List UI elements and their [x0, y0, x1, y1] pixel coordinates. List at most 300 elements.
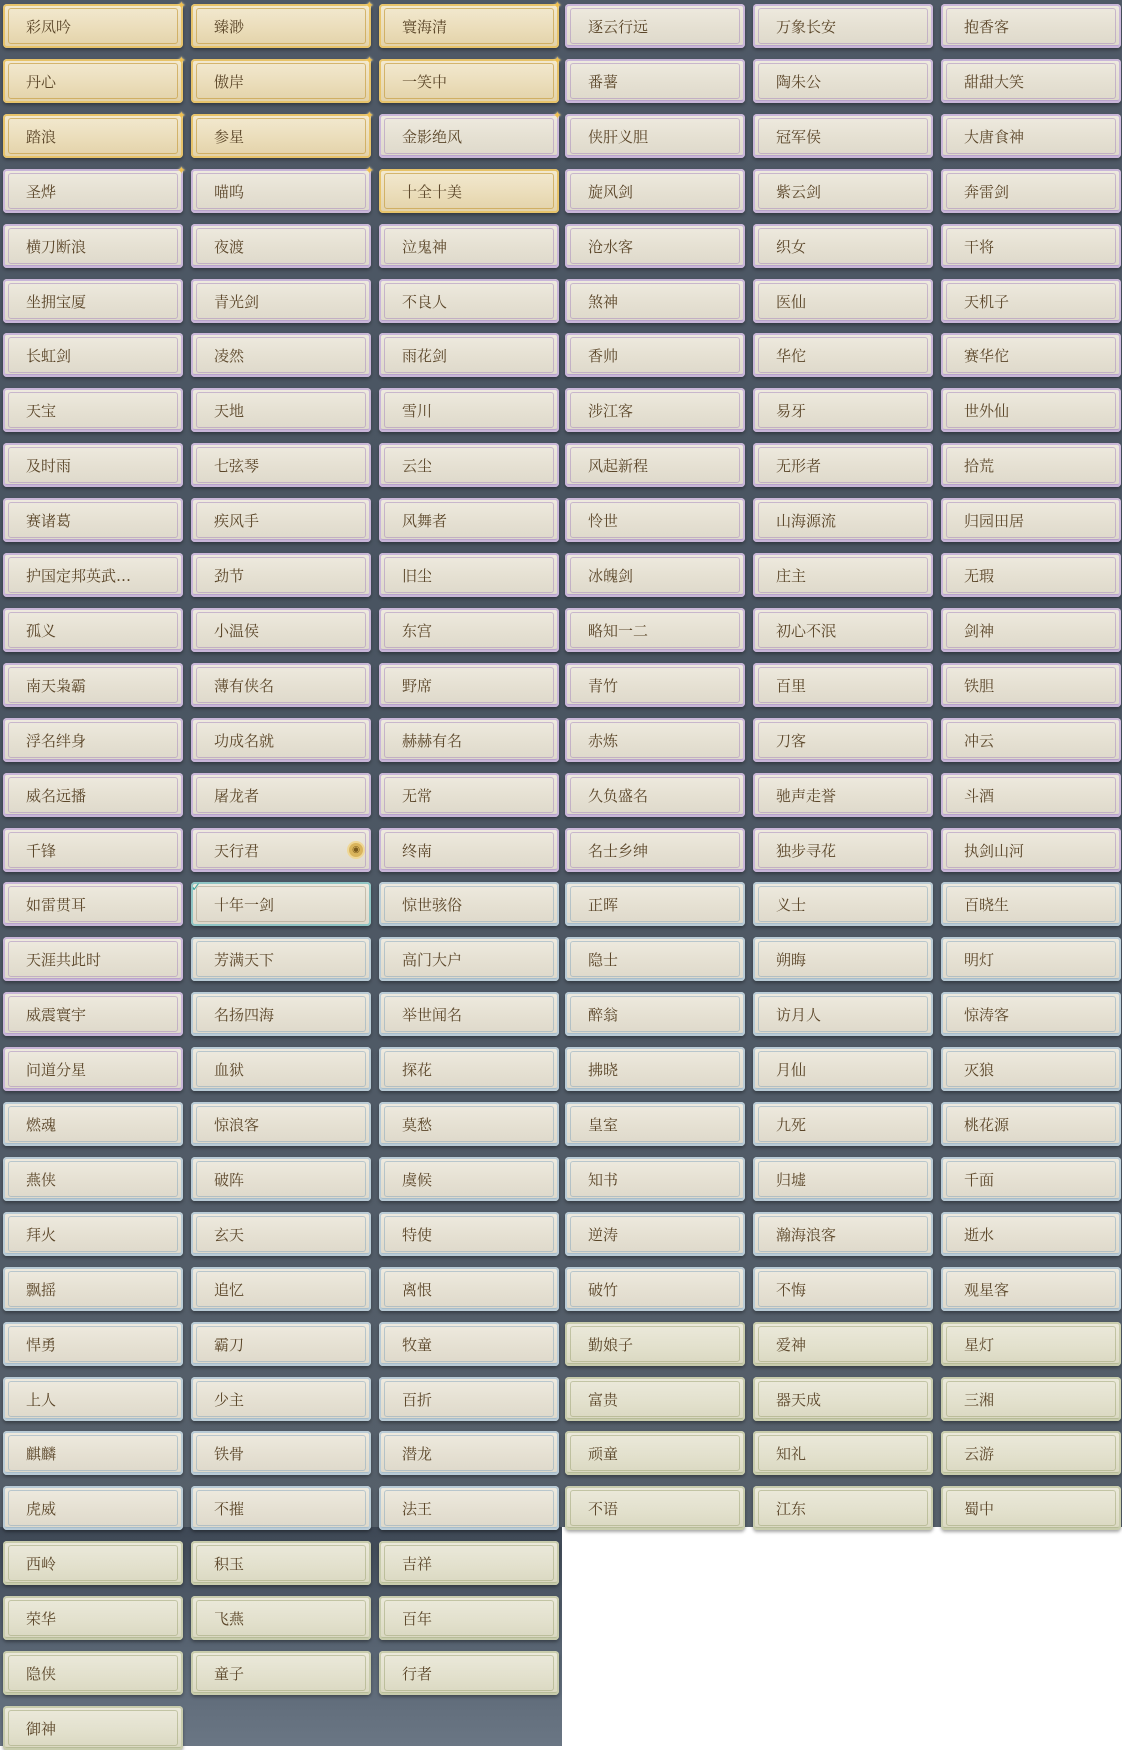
title-tile[interactable]: [753, 1047, 933, 1091]
title-label: 驰声走誉: [776, 786, 837, 805]
new-star-icon: ✦: [364, 0, 374, 12]
title-tile[interactable]: [3, 1431, 183, 1475]
title-tile[interactable]: [565, 608, 745, 652]
title-tile[interactable]: [379, 224, 559, 268]
title-tile[interactable]: [3, 1267, 183, 1311]
title-tile[interactable]: [565, 1212, 745, 1256]
title-tile[interactable]: [191, 279, 371, 323]
title-tile[interactable]: [3, 663, 183, 707]
title-tile[interactable]: [3, 828, 183, 872]
title-label: 七弦琴: [214, 456, 260, 475]
title-tile[interactable]: [753, 224, 933, 268]
title-tile[interactable]: [191, 828, 371, 872]
title-label: 惊涛客: [964, 1005, 1010, 1024]
title-tile[interactable]: [191, 0, 374, 48]
title-label: 少主: [214, 1390, 245, 1409]
title-tile[interactable]: [565, 59, 745, 103]
title-tile[interactable]: [941, 169, 1121, 213]
title-tile[interactable]: [753, 498, 933, 542]
title-label: 剑神: [964, 621, 995, 640]
title-tile[interactable]: [565, 224, 745, 268]
title-label: 大唐食神: [964, 127, 1025, 146]
title-tile[interactable]: [379, 443, 559, 487]
title-label: 十全十美: [402, 182, 463, 201]
title-label: 蜀中: [964, 1499, 995, 1518]
title-label: 南天枭霸: [26, 676, 87, 695]
title-tile[interactable]: [379, 718, 559, 762]
title-tile[interactable]: [3, 0, 186, 48]
title-label: 富贵: [588, 1390, 619, 1409]
title-tile[interactable]: [753, 1377, 933, 1421]
title-tile[interactable]: [191, 937, 371, 981]
title-label: 野席: [402, 676, 433, 695]
title-tile[interactable]: [941, 718, 1121, 762]
title-label: 燃魂: [26, 1115, 57, 1134]
title-label: 丹心: [26, 72, 57, 91]
title-label: 牧童: [402, 1335, 433, 1354]
title-tile[interactable]: [753, 1267, 933, 1311]
title-tile[interactable]: [379, 773, 559, 817]
title-tile[interactable]: [753, 1212, 933, 1256]
title-tile[interactable]: [3, 1541, 183, 1585]
title-tile[interactable]: [941, 1377, 1121, 1421]
title-tile[interactable]: [565, 718, 745, 762]
title-label: 煞神: [588, 292, 619, 311]
title-tile[interactable]: [191, 608, 371, 652]
title-tile[interactable]: [3, 992, 183, 1036]
title-tile[interactable]: [191, 164, 374, 213]
title-label: 名扬四海: [214, 1005, 275, 1024]
title-label: 易牙: [776, 401, 807, 420]
title-tile[interactable]: [753, 114, 933, 158]
title-tile[interactable]: [941, 828, 1121, 872]
title-tile[interactable]: [941, 882, 1121, 926]
title-label: 寰海清: [402, 17, 448, 36]
title-tile[interactable]: [753, 1322, 933, 1366]
title-label: 圣烨: [26, 182, 57, 201]
title-label: 浮名绊身: [26, 731, 87, 750]
title-label: 赫赫有名: [402, 731, 463, 750]
title-tile[interactable]: [565, 443, 745, 487]
title-label: 吉祥: [402, 1554, 433, 1573]
title-tile[interactable]: [191, 333, 371, 377]
title-label: 抱香客: [964, 17, 1010, 36]
title-tile[interactable]: [753, 882, 933, 926]
title-tile[interactable]: [753, 388, 933, 432]
title-label: 旧尘: [402, 566, 433, 585]
title-label: 铁胆: [964, 676, 995, 695]
title-label: 参星: [214, 127, 245, 146]
title-tile[interactable]: [379, 992, 559, 1036]
title-tile[interactable]: [565, 1486, 745, 1530]
title-label: 虎威: [26, 1499, 57, 1518]
title-label: 不语: [588, 1499, 619, 1518]
title-label: 风起新程: [588, 456, 649, 475]
title-label: 踏浪: [26, 127, 57, 146]
title-tile[interactable]: [3, 1486, 183, 1530]
title-tile[interactable]: [191, 553, 371, 597]
title-tile[interactable]: [565, 1047, 745, 1091]
title-tile[interactable]: [941, 608, 1121, 652]
title-label: 江东: [776, 1499, 807, 1518]
title-label: 冲云: [964, 731, 995, 750]
title-tile[interactable]: [3, 1706, 183, 1750]
title-label: 孤义: [26, 621, 57, 640]
title-tile[interactable]: [565, 553, 745, 597]
title-label: 探花: [402, 1060, 433, 1079]
title-label: 不摧: [214, 1499, 245, 1518]
title-tile[interactable]: [565, 828, 745, 872]
title-tile[interactable]: [3, 279, 183, 323]
title-tile[interactable]: [941, 498, 1121, 542]
title-label: 雨花剑: [402, 346, 448, 365]
title-tile[interactable]: [379, 828, 559, 872]
title-tile[interactable]: [941, 224, 1121, 268]
title-tile[interactable]: [3, 1322, 183, 1366]
title-label: 勤娘子: [588, 1335, 634, 1354]
title-tile[interactable]: [565, 169, 745, 213]
title-tile[interactable]: [191, 1596, 371, 1640]
title-label: 天涯共此时: [26, 950, 102, 969]
new-star-icon: ✦: [552, 109, 562, 122]
title-tile[interactable]: [941, 663, 1121, 707]
title-tile[interactable]: [753, 553, 933, 597]
title-tile[interactable]: [753, 169, 933, 213]
title-label: 华佗: [776, 346, 807, 365]
title-tile[interactable]: [941, 1102, 1121, 1146]
title-label: 醉翁: [588, 1005, 619, 1024]
title-label: 奔雷剑: [964, 182, 1010, 201]
title-tile[interactable]: [379, 1157, 559, 1201]
title-label: 正晖: [588, 895, 619, 914]
title-tile[interactable]: [565, 498, 745, 542]
title-label: 凌然: [214, 346, 245, 365]
title-label: 山海源流: [776, 511, 837, 530]
title-tile[interactable]: [379, 109, 562, 158]
title-label: 隐士: [588, 950, 619, 969]
title-label: 云游: [964, 1444, 995, 1463]
title-tile[interactable]: [941, 992, 1121, 1036]
title-label: 涉江客: [588, 401, 634, 420]
title-label: 爱神: [776, 1335, 807, 1354]
title-tile[interactable]: [379, 1212, 559, 1256]
title-label: 皇室: [588, 1115, 619, 1134]
title-tile[interactable]: [3, 224, 183, 268]
title-tile[interactable]: [753, 773, 933, 817]
title-label: 刀客: [776, 731, 807, 750]
title-tile[interactable]: [565, 333, 745, 377]
title-label: 沧水客: [588, 237, 634, 256]
title-tile[interactable]: [565, 992, 745, 1036]
title-label: 执剑山河: [964, 841, 1025, 860]
title-label: 东宫: [402, 621, 433, 640]
title-tile[interactable]: [379, 1267, 559, 1311]
title-label: 庄主: [776, 566, 807, 585]
title-tile[interactable]: [941, 279, 1121, 323]
title-tile[interactable]: [753, 937, 933, 981]
title-label: 法王: [402, 1499, 433, 1518]
title-label: 旋风剑: [588, 182, 634, 201]
title-tile[interactable]: [3, 937, 183, 981]
title-label: 天地: [214, 401, 245, 420]
title-label: 侠肝义胆: [588, 127, 649, 146]
title-label: 甜甜大笑: [964, 72, 1025, 91]
title-label: 喵呜: [214, 182, 245, 201]
title-label: 赤炼: [588, 731, 619, 750]
title-tile[interactable]: [941, 1267, 1121, 1311]
title-tile[interactable]: [753, 992, 933, 1036]
title-tile[interactable]: [191, 109, 374, 158]
title-label: 无常: [402, 786, 433, 805]
title-label: 疾风手: [214, 511, 260, 530]
new-star-icon: ✦: [364, 109, 374, 122]
title-label: 十年一剑: [214, 895, 275, 914]
title-tile[interactable]: [565, 882, 745, 926]
title-label: 屠龙者: [214, 786, 260, 805]
title-tile[interactable]: [3, 718, 183, 762]
title-tile[interactable]: [191, 498, 371, 542]
title-tile[interactable]: [191, 1157, 371, 1201]
title-tile[interactable]: [379, 0, 562, 48]
title-tile[interactable]: [753, 333, 933, 377]
title-label: 百年: [402, 1609, 433, 1628]
title-tile[interactable]: [191, 1267, 371, 1311]
title-tile[interactable]: [379, 498, 559, 542]
title-tile[interactable]: [565, 1157, 745, 1201]
title-tile[interactable]: [3, 388, 183, 432]
title-tile[interactable]: [379, 1047, 559, 1091]
title-label: 破阵: [214, 1170, 245, 1189]
title-tile[interactable]: [565, 1431, 745, 1475]
title-tile[interactable]: [379, 1486, 559, 1530]
title-label: 青光剑: [214, 292, 260, 311]
new-star-icon: ✦: [364, 54, 374, 67]
title-label: 威名远播: [26, 786, 87, 805]
title-label: 上人: [26, 1390, 57, 1409]
title-tile[interactable]: [191, 1486, 371, 1530]
title-tile[interactable]: [3, 54, 186, 103]
title-tile[interactable]: [753, 608, 933, 652]
title-tile[interactable]: [191, 224, 371, 268]
title-tile[interactable]: [379, 1596, 559, 1640]
title-tile[interactable]: [941, 1431, 1121, 1475]
title-tile[interactable]: [3, 1212, 183, 1256]
new-star-icon: ✦: [364, 164, 374, 177]
title-tile[interactable]: [191, 992, 371, 1036]
title-tile[interactable]: [379, 1322, 559, 1366]
title-label: 星灯: [964, 1335, 995, 1354]
title-tile[interactable]: [3, 109, 186, 158]
title-tile[interactable]: [379, 1541, 559, 1585]
title-tile[interactable]: [379, 54, 562, 103]
title-label: 潜龙: [402, 1444, 433, 1463]
title-label: 横刀断浪: [26, 237, 87, 256]
title-tile[interactable]: [379, 169, 559, 213]
title-label: 香帅: [588, 346, 619, 365]
title-label: 无瑕: [964, 566, 995, 585]
title-tile[interactable]: [565, 279, 745, 323]
title-label: 不良人: [402, 292, 448, 311]
title-tile[interactable]: [191, 1377, 371, 1421]
title-label: 千面: [964, 1170, 995, 1189]
title-tile[interactable]: [565, 663, 745, 707]
title-tile[interactable]: [565, 1267, 745, 1311]
title-tile[interactable]: [565, 114, 745, 158]
title-tile[interactable]: [379, 663, 559, 707]
title-label: 御神: [26, 1719, 57, 1738]
title-tile[interactable]: [753, 443, 933, 487]
title-tile[interactable]: [941, 333, 1121, 377]
title-tile[interactable]: [3, 333, 183, 377]
title-tile[interactable]: [753, 828, 933, 872]
title-tile[interactable]: [941, 4, 1121, 48]
title-tile[interactable]: [379, 388, 559, 432]
title-tile[interactable]: [941, 388, 1121, 432]
title-tile[interactable]: [753, 663, 933, 707]
title-label: 高门大户: [402, 950, 463, 969]
title-label: 略知一二: [588, 621, 649, 640]
title-label: 彩凤吟: [26, 17, 72, 36]
title-tile[interactable]: [565, 388, 745, 432]
title-tile[interactable]: [379, 1102, 559, 1146]
title-label: 天行君: [214, 841, 260, 860]
title-tile[interactable]: [379, 1651, 559, 1695]
title-tile[interactable]: [191, 1047, 371, 1091]
title-label: 离恨: [402, 1280, 433, 1299]
title-tile[interactable]: [3, 498, 183, 542]
title-tile[interactable]: [191, 388, 371, 432]
title-label: 夜渡: [214, 237, 245, 256]
title-tile[interactable]: [753, 1102, 933, 1146]
title-tile[interactable]: [753, 59, 933, 103]
title-label: 如雷贯耳: [26, 895, 87, 914]
new-star-icon: ✦: [552, 54, 562, 67]
title-tile[interactable]: [941, 1047, 1121, 1091]
title-tile[interactable]: [565, 1102, 745, 1146]
title-label: 朔晦: [776, 950, 807, 969]
title-tile[interactable]: [941, 1212, 1121, 1256]
title-label: 雪川: [402, 401, 433, 420]
title-tile[interactable]: [565, 4, 745, 48]
title-tile[interactable]: [941, 937, 1121, 981]
title-label: 器天成: [776, 1390, 822, 1409]
title-tile[interactable]: [379, 937, 559, 981]
title-tile[interactable]: [941, 443, 1121, 487]
title-tile[interactable]: [191, 718, 371, 762]
title-tile[interactable]: [3, 1596, 183, 1640]
title-tile[interactable]: [3, 1102, 183, 1146]
title-label: 傲岸: [214, 72, 245, 91]
title-tile[interactable]: [379, 553, 559, 597]
title-tile[interactable]: [3, 1157, 183, 1201]
title-label: 顽童: [588, 1444, 619, 1463]
title-label: 三湘: [964, 1390, 995, 1409]
selected-check-icon: ✓: [191, 880, 202, 894]
title-tile[interactable]: [3, 553, 183, 597]
title-label: 明灯: [964, 950, 995, 969]
title-tile[interactable]: [753, 4, 933, 48]
title-tile[interactable]: [3, 1651, 183, 1695]
title-label: 织女: [776, 237, 807, 256]
title-label: 泣鬼神: [402, 237, 448, 256]
title-tile[interactable]: [941, 1322, 1121, 1366]
title-label: 荣华: [26, 1609, 57, 1628]
title-tile[interactable]: [191, 54, 374, 103]
title-tile[interactable]: [191, 663, 371, 707]
title-label: 隐侠: [26, 1664, 57, 1683]
title-tile[interactable]: [941, 773, 1121, 817]
title-label: 不悔: [776, 1280, 807, 1299]
title-tile[interactable]: [379, 882, 559, 926]
medal-icon: ◉: [349, 843, 363, 857]
title-tile[interactable]: [941, 1157, 1121, 1201]
title-tile[interactable]: [3, 443, 183, 487]
title-tile[interactable]: [3, 773, 183, 817]
title-tile[interactable]: [941, 114, 1121, 158]
title-tile[interactable]: [379, 279, 559, 323]
new-star-icon: ✦: [176, 54, 186, 67]
title-label: 医仙: [776, 292, 807, 311]
title-tile[interactable]: [3, 1377, 183, 1421]
title-tile[interactable]: [753, 1486, 933, 1530]
title-tile[interactable]: [191, 1322, 371, 1366]
title-tile[interactable]: [3, 164, 186, 213]
title-label: 破竹: [588, 1280, 619, 1299]
title-label: 特使: [402, 1225, 433, 1244]
title-tile[interactable]: [565, 1377, 745, 1421]
title-label: 护国定邦英武…: [26, 566, 132, 585]
title-label: 知书: [588, 1170, 619, 1189]
title-tile[interactable]: [191, 882, 371, 926]
title-tile[interactable]: [3, 882, 183, 926]
title-tile[interactable]: [941, 1486, 1121, 1530]
title-label: 瀚海浪客: [776, 1225, 837, 1244]
title-tile[interactable]: [191, 1431, 371, 1475]
title-tile[interactable]: [565, 773, 745, 817]
title-tile[interactable]: [191, 1541, 371, 1585]
title-tile[interactable]: [753, 279, 933, 323]
title-label: 拾荒: [964, 456, 995, 475]
title-label: 赛诸葛: [26, 511, 72, 530]
title-tile[interactable]: [565, 1322, 745, 1366]
title-tile[interactable]: [191, 443, 371, 487]
title-label: 百折: [402, 1390, 433, 1409]
title-label: 惊浪客: [214, 1115, 260, 1134]
title-tile[interactable]: [379, 333, 559, 377]
title-tile[interactable]: [3, 608, 183, 652]
new-star-icon: ✦: [176, 109, 186, 122]
title-tile[interactable]: [3, 1047, 183, 1091]
title-label: 威震寰宇: [26, 1005, 87, 1024]
title-tile[interactable]: [941, 553, 1121, 597]
title-tile[interactable]: [191, 1212, 371, 1256]
title-label: 万象长安: [776, 17, 837, 36]
title-label: 薄有侠名: [214, 676, 275, 695]
title-tile[interactable]: [379, 1431, 559, 1475]
title-tile[interactable]: [753, 718, 933, 762]
title-tile[interactable]: [565, 937, 745, 981]
title-tile[interactable]: [191, 1651, 371, 1695]
title-tile[interactable]: [753, 1157, 933, 1201]
title-label: 飘摇: [26, 1280, 57, 1299]
title-tile[interactable]: [941, 59, 1121, 103]
title-tile[interactable]: [379, 1377, 559, 1421]
title-tile[interactable]: [753, 1431, 933, 1475]
title-label: 虞候: [402, 1170, 433, 1189]
title-tile[interactable]: [379, 608, 559, 652]
title-tile[interactable]: [191, 773, 371, 817]
title-tile[interactable]: [191, 1102, 371, 1146]
